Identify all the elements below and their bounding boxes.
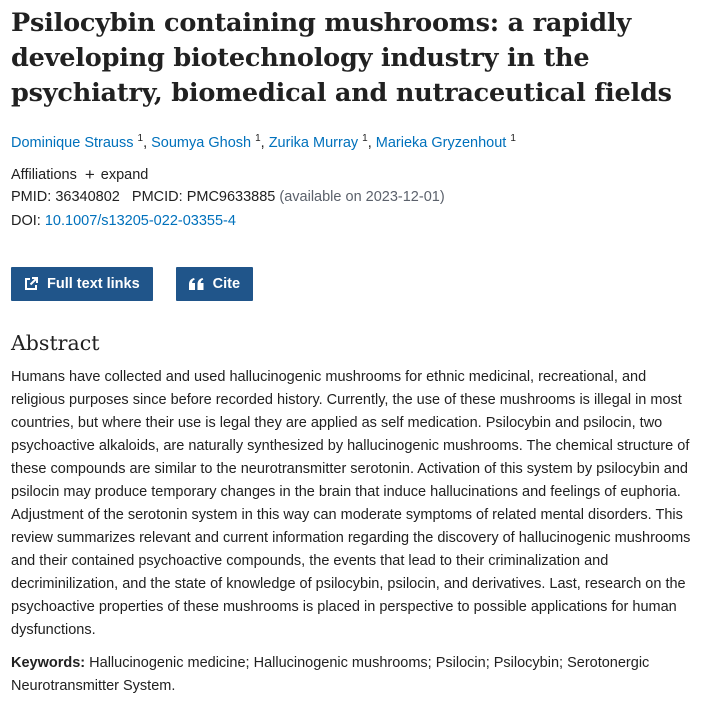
article-title: Psilocybin containing mushrooms: a rapidly developing biotechnology industry in the psychiatry, biomedical and nutraceutical fields (11, 8, 672, 108)
pmcid-label: PMCID: (131, 188, 183, 205)
author-link-2[interactable]: Soumya Ghosh (151, 134, 252, 151)
full-text-links-button[interactable] (11, 267, 153, 301)
pmcid-value: PMC9633885 (186, 188, 276, 205)
identifiers (11, 185, 704, 233)
pmid-label: PMID: (11, 188, 52, 205)
doi-link[interactable]: 10.1007/s13205-022-03355-4 (44, 212, 236, 229)
keywords-label: Keywords: (11, 654, 86, 671)
doi-row (11, 209, 704, 233)
author-link-3[interactable]: Zurika Murray (268, 134, 359, 151)
abstract-heading: Abstract (11, 330, 100, 355)
author-link-1[interactable]: Dominique Strauss (11, 134, 134, 151)
author-affiliation-sup-3[interactable]: 1 (362, 133, 368, 144)
plus-icon: + (84, 165, 95, 185)
action-buttons (11, 267, 704, 301)
pmid-row (11, 185, 704, 209)
pmcid-availability-note: (available on 2023-12-01) (279, 188, 445, 205)
author-list: Dominique Strauss $^1$, Soumya Ghosh $^1$, Zurika Murray $^1$, Marieka Gryzenhout $^1$ (11, 133, 516, 151)
author-affiliation-sup-4[interactable]: 1 (510, 133, 516, 144)
author-affiliation-sup-1[interactable]: 1 (137, 133, 144, 144)
affiliations-toggle[interactable] (11, 165, 704, 185)
expand-label: expand (100, 166, 149, 183)
cite-button[interactable] (176, 267, 253, 301)
quote-icon (189, 278, 204, 290)
abstract-text: Humans have collected and used hallucinogenic mushrooms for ethnic medicinal, recreational, and religious purposes since before recorded history. Currently, the use of these mushrooms is illegal in most countries, but where their use is legal they are applied as self medication. Psilocybin and psilocin, two psychoactive alkaloids, are naturally synthesized by hallucinogenic mushrooms. The chemical structure of these compounds are similar to the neurotransmitter serotonin. Activation of this system by psilocybin and psilocin may produce temporary changes in the brain that induce hallucinations and feelings of euphoria. Adjustment of the serotonin system in this way can moderate symptoms of related mental disorders. This review summarizes relevant and current information regarding the discovery of hallucinogenic mushrooms and their contained psychoactive compounds, the events that lead to their criminalization and decriminilization, and the state of knowledge of psilocybin, psilocin, and derivatives. Last, research on the psychoactive properties of these mushrooms is placed in perspective to possible applications for human dysfunctions. (11, 368, 691, 638)
author-link-4[interactable]: Marieka Gryzenhout (375, 134, 507, 151)
cite-label: Cite (212, 275, 241, 292)
expand-button[interactable] (85, 165, 149, 185)
author-affiliation-sup-2[interactable]: 1 (255, 133, 261, 144)
full-text-links-label: Full text links (47, 275, 140, 292)
keywords-list: Hallucinogenic medicine; Hallucinogenic mushrooms; Psilocin; Psilocybin; Serotonergic Neurotransmitter System. (11, 654, 650, 694)
pmid-value: 36340802 (55, 188, 120, 205)
external-link-icon (24, 277, 38, 291)
keywords (11, 652, 704, 698)
affiliations-label: Affiliations (11, 166, 77, 183)
doi-label: DOI: (11, 212, 41, 229)
